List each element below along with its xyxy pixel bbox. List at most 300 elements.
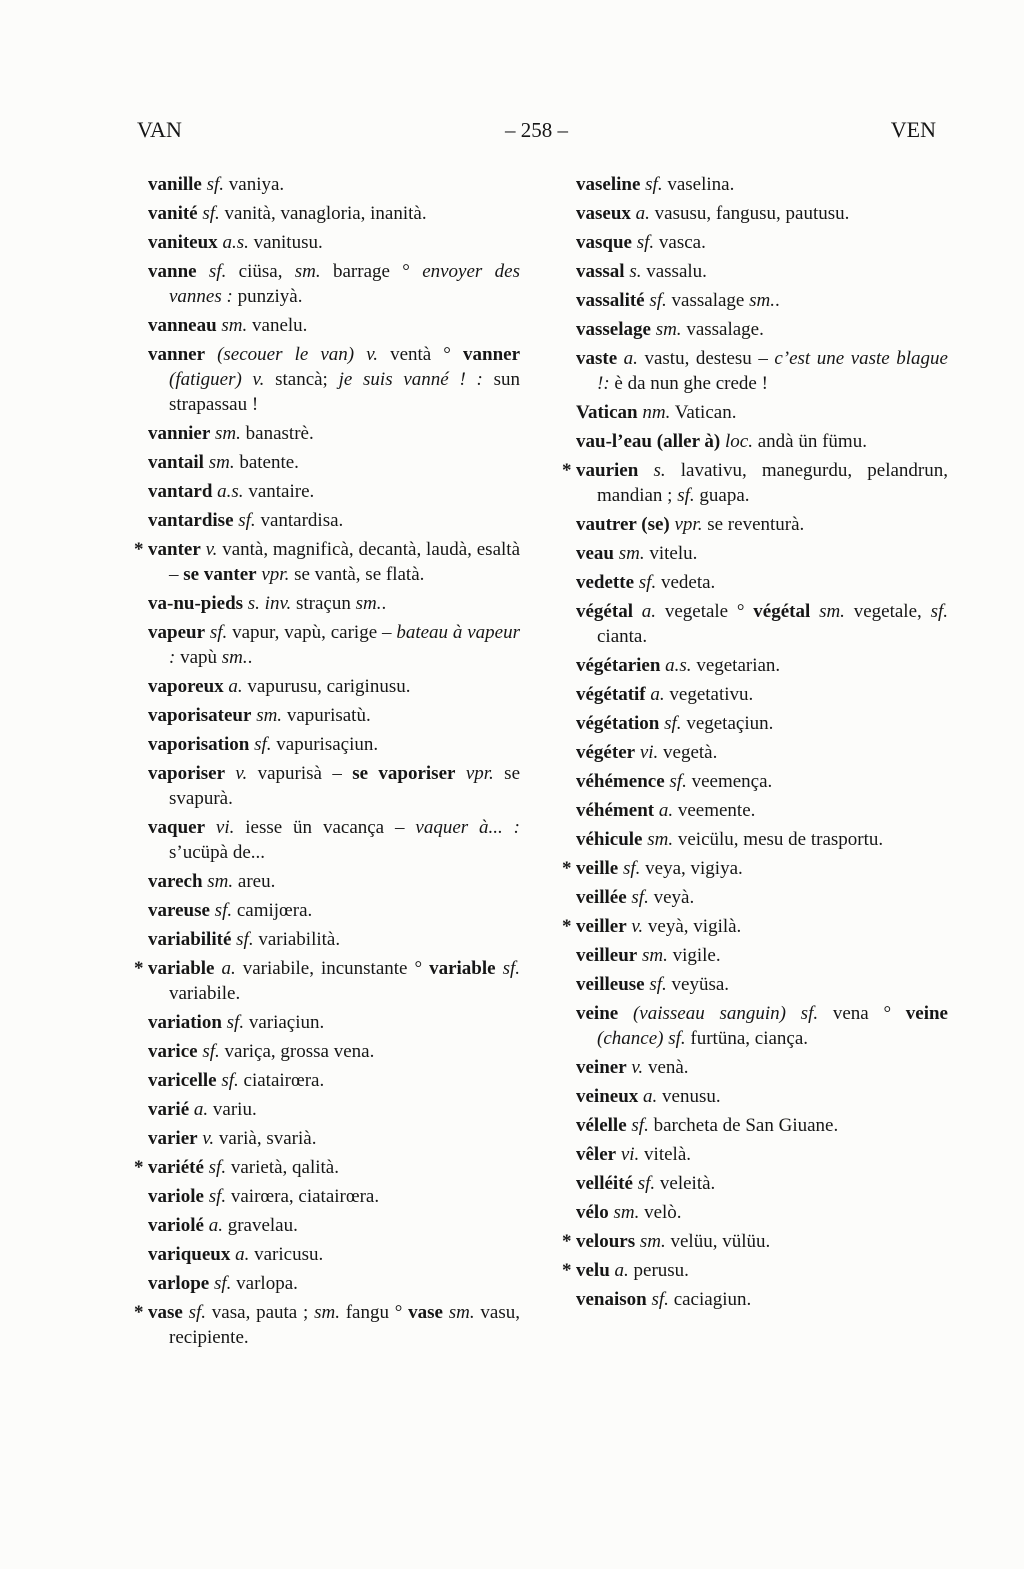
dictionary-entry <box>576 1200 948 1225</box>
dictionary-entry <box>148 508 520 533</box>
entry-text: sf. <box>930 601 948 622</box>
entry-text: veicülu, mesu de trasportu. <box>673 829 884 850</box>
entry-text: sf. <box>626 887 649 908</box>
entry-text: (secouer le van) v. <box>205 344 378 365</box>
headword: vanne <box>148 261 197 282</box>
page-number: – 258 – <box>505 118 568 142</box>
dictionary-entry <box>148 732 520 757</box>
entry-text: sf. <box>664 771 687 792</box>
entry-text: v. <box>225 763 248 784</box>
dictionary-entry <box>148 230 520 255</box>
entry-text: vegetale, <box>844 601 931 622</box>
entry-text: barrage ° <box>320 261 423 282</box>
entry-text: ventà ° <box>378 344 463 365</box>
entry-text: sm. <box>203 452 235 473</box>
entry-text: Vatican. <box>670 402 737 423</box>
headword: va-nu-pieds <box>148 593 244 614</box>
entry-text: veyà. <box>648 887 695 908</box>
headword: véhément <box>576 800 655 821</box>
entry-text: vpr. <box>455 763 494 784</box>
headword: velours <box>576 1231 636 1252</box>
dictionary-entry <box>576 570 948 595</box>
entry-text: vaniya. <box>224 174 285 195</box>
dictionary-entry <box>576 653 948 678</box>
entry-text: variabile. <box>169 983 241 1004</box>
entry-text: vastu, destesu – <box>637 348 775 369</box>
entry-text: vasusu, fangusu, pautusu. <box>649 203 850 224</box>
entry-text: a. <box>654 800 674 821</box>
dictionary-entry <box>148 479 520 504</box>
dictionary-entry <box>576 1113 948 1138</box>
dictionary-column-left <box>134 172 521 1354</box>
dictionary-entry <box>148 1271 520 1296</box>
entry-text: se reventurà. <box>702 514 805 535</box>
headword: vedette <box>576 572 635 593</box>
headword: varié <box>148 1099 190 1120</box>
entry-text: sf. <box>677 485 695 506</box>
headword: vantardise <box>148 510 234 531</box>
entry-text: sm. <box>210 423 241 444</box>
entry-text: sm. <box>251 705 283 726</box>
entry-text: a. <box>230 1244 250 1265</box>
entry-text: sf. <box>201 174 225 195</box>
headword: se vanter <box>183 564 257 585</box>
entry-text: v. <box>626 916 644 937</box>
dictionary-entry <box>148 703 520 728</box>
entry-text: a. <box>609 1260 629 1281</box>
headword: végétation <box>576 713 660 734</box>
dictionary-entry <box>576 1287 948 1312</box>
dictionary-entry <box>148 342 520 417</box>
entry-text: vassalage <box>666 290 750 311</box>
entry-text: sf. <box>221 1012 245 1033</box>
entry-text: sf. <box>216 1070 239 1091</box>
headword: variole <box>148 1186 204 1207</box>
entry-text: vantardisa. <box>255 510 344 531</box>
dictionary-entry <box>576 1142 948 1167</box>
entry-text: vapurisaçiun. <box>271 734 379 755</box>
entry-text: andà ün fümu. <box>752 431 867 452</box>
entry-text: vapurusu, cariginusu. <box>242 676 411 697</box>
entry-text: v. <box>197 1128 215 1149</box>
dictionary-entry <box>576 740 948 765</box>
entry-text: envoyer des vannes : <box>169 261 520 307</box>
headword: véhicule <box>576 829 643 850</box>
entry-text: (fatiguer) v. <box>169 369 265 390</box>
dictionary-entry <box>148 201 520 226</box>
entry-text: variabilità. <box>253 929 341 950</box>
homonym-star: * <box>134 1302 144 1323</box>
entry-text: a. <box>214 958 236 979</box>
entry-text: sf. <box>659 713 682 734</box>
dictionary-entry <box>148 421 520 446</box>
entry-text: vasu, recipiente. <box>169 1302 520 1348</box>
headword: vanner <box>463 344 520 365</box>
dictionary-entry <box>148 869 520 894</box>
entry-text: vanelu. <box>247 315 308 336</box>
entry-text: vassalage. <box>681 319 764 340</box>
entry-text: s. inv. <box>243 593 292 614</box>
headword: varice <box>148 1041 198 1062</box>
entry-text: straçun <box>291 593 356 614</box>
entry-text: variça, grossa vena. <box>219 1041 375 1062</box>
homonym-star: * <box>134 1157 144 1178</box>
text-columns <box>134 172 948 1354</box>
entry-text: sf. <box>646 1289 669 1310</box>
headword: variolé <box>148 1215 204 1236</box>
entry-text: sf. <box>203 1157 227 1178</box>
headword: veineux <box>576 1086 639 1107</box>
dictionary-entry <box>576 1084 948 1109</box>
headword: vautrer (se) <box>576 514 670 535</box>
dictionary-entry <box>576 798 948 823</box>
entry-text: vi. <box>635 742 659 763</box>
entry-text: vantà, magnificà, decantà, laudà, esaltà – <box>169 539 521 585</box>
entry-text: gravelau. <box>222 1215 298 1236</box>
entry-text: vapur, vapù, carige – <box>227 622 397 643</box>
headword: vaporeux <box>148 676 224 697</box>
entry-text: velüu, vülüu. <box>665 1231 771 1252</box>
entry-text: sf. <box>196 261 227 282</box>
dictionary-entry <box>562 458 948 508</box>
headword: veilleur <box>576 945 638 966</box>
headword: vélo <box>576 1202 609 1223</box>
entry-text: è da nun ghe crede ! <box>609 373 768 394</box>
headword: varicelle <box>148 1070 217 1091</box>
dictionary-entry <box>576 201 948 226</box>
entry-text: vanitusu. <box>248 232 323 253</box>
dictionary-entry <box>576 1055 948 1080</box>
headword: vassalité <box>576 290 645 311</box>
headword: vaniteux <box>148 232 218 253</box>
dictionary-entry <box>576 288 948 313</box>
headword: végétal <box>576 601 633 622</box>
entry-text: vasca. <box>654 232 706 253</box>
entry-text: vapurisà – <box>247 763 353 784</box>
dictionary-entry <box>576 429 948 454</box>
entry-text: ciüsa, <box>226 261 295 282</box>
headword: vanter <box>148 539 201 560</box>
entry-text: a. <box>630 203 650 224</box>
entry-text: v. <box>626 1057 644 1078</box>
entry-text: venà. <box>643 1057 689 1078</box>
dictionary-entry <box>134 956 520 1006</box>
headword: variabilité <box>148 929 232 950</box>
entry-text: se vantà, se flatà. <box>289 564 425 585</box>
entry-text: vegetaçiun. <box>681 713 774 734</box>
entry-text: s’ucüpà de... <box>169 842 266 863</box>
entry-text: varià, svarià. <box>214 1128 317 1149</box>
entry-text: cianta. <box>597 626 648 647</box>
dictionary-entry <box>148 927 520 952</box>
headword: vanner <box>148 344 205 365</box>
entry-text: veya, vigiya. <box>640 858 743 879</box>
entry-text: sf. <box>249 734 272 755</box>
dictionary-entry <box>148 450 520 475</box>
entry-text: v. <box>200 539 218 560</box>
dictionary-entry <box>148 1068 520 1093</box>
entry-text: vi. <box>205 817 235 838</box>
dictionary-entry <box>148 674 520 699</box>
entry-text: sm. <box>221 647 248 668</box>
entry-text: sm. <box>749 290 775 311</box>
entry-text: sf. <box>626 1115 649 1136</box>
entry-text: varicusu. <box>249 1244 324 1265</box>
headword: vaseux <box>576 203 631 224</box>
dictionary-entry <box>576 943 948 968</box>
dictionary-entry <box>576 1171 948 1196</box>
homonym-star: * <box>134 958 144 979</box>
headword: varlope <box>148 1273 210 1294</box>
headword: vantard <box>148 481 213 502</box>
entry-text: je suis vanné ! : <box>338 369 483 390</box>
entry-text: veleità. <box>655 1173 716 1194</box>
entry-text: variaçiun. <box>244 1012 325 1033</box>
entry-text: vitelà. <box>639 1144 691 1165</box>
dictionary-entry <box>576 259 948 284</box>
entry-text: sf. <box>631 232 655 253</box>
entry-text: fangu ° <box>339 1302 409 1323</box>
headword: veine <box>576 1003 619 1024</box>
entry-text: vegetale ° <box>656 601 754 622</box>
homonym-star: * <box>562 858 572 879</box>
entry-text: vanità, vanagloria, inanità. <box>219 203 427 224</box>
entry-text: vasa, pauta ; <box>206 1302 315 1323</box>
entry-text: batente. <box>234 452 299 473</box>
entry-text: nm. <box>637 402 671 423</box>
entry-text: sf. <box>203 1186 227 1207</box>
headword: vanneau <box>148 315 217 336</box>
entry-text: (chance) sf. <box>597 1028 686 1049</box>
headword: variqueux <box>148 1244 231 1265</box>
entry-text: sm. <box>635 1231 666 1252</box>
entry-text: variu. <box>208 1099 257 1120</box>
entry-text: sf. <box>205 622 228 643</box>
entry-text: vapurisatù. <box>282 705 371 726</box>
headword: vassal <box>576 261 625 282</box>
entry-text: veyüsa. <box>666 974 730 995</box>
headword: vaste <box>576 348 618 369</box>
entry-text: bateau à vapeur : <box>169 622 520 668</box>
dictionary-entry <box>148 1039 520 1064</box>
dictionary-entry <box>148 1213 520 1238</box>
headword: vêler <box>576 1144 617 1165</box>
headword: se vaporiser <box>352 763 456 784</box>
headword: vasselage <box>576 319 651 340</box>
entry-text: stancà; <box>264 369 339 390</box>
headword: variable <box>429 958 496 979</box>
entry-text: a. <box>632 601 657 622</box>
headword: veiller <box>576 916 627 937</box>
entry-text: sf. <box>634 572 657 593</box>
header-keyword-left: VAN <box>137 117 182 142</box>
entry-text: camijœra. <box>232 900 313 921</box>
headword: végétatif <box>576 684 646 705</box>
entry-text: vaselina. <box>662 174 735 195</box>
entry-text: vassalu. <box>641 261 707 282</box>
entry-text: sm. <box>614 543 645 564</box>
entry-text: se svapurà. <box>169 763 521 809</box>
entry-text: barcheta de San Giuane. <box>648 1115 839 1136</box>
headword: veiner <box>576 1057 627 1078</box>
entry-text: sf. <box>197 1041 220 1062</box>
entry-text: sm. <box>642 829 674 850</box>
entry-text: sm. <box>355 593 382 614</box>
entry-text: punziyà. <box>232 286 303 307</box>
entry-text: sf. <box>644 974 667 995</box>
headword: vapeur <box>148 622 205 643</box>
dictionary-entry <box>576 885 948 910</box>
dictionary-entry <box>576 682 948 707</box>
dictionary-entry <box>148 172 520 197</box>
entry-text: sf. <box>182 1302 207 1323</box>
entry-text: venusu. <box>657 1086 721 1107</box>
entry-text: banastrè. <box>240 423 314 444</box>
entry-text: sm. <box>442 1302 475 1323</box>
entry-text: a. <box>189 1099 209 1120</box>
entry-text: a. <box>645 684 665 705</box>
headword: venaison <box>576 1289 647 1310</box>
headword: veau <box>576 543 614 564</box>
dictionary-entry <box>562 1229 948 1254</box>
dictionary-entry <box>562 1258 948 1283</box>
entry-text: vapù <box>175 647 222 668</box>
headword: vaporisateur <box>148 705 252 726</box>
entry-text: sm. <box>650 319 682 340</box>
dictionary-entry <box>134 1300 520 1350</box>
dictionary-entry <box>576 541 948 566</box>
entry-text: variabile, incunstante ° <box>235 958 430 979</box>
entry-text: sf. <box>231 929 254 950</box>
dictionary-entry <box>148 1184 520 1209</box>
dictionary-entry <box>562 856 948 881</box>
entry-text: vitelu. <box>644 543 698 564</box>
homonym-star: * <box>562 1231 572 1252</box>
homonym-star: * <box>562 1260 572 1281</box>
entry-text: (vaisseau sanguin) sf. <box>618 1003 819 1024</box>
entry-text: sf. <box>209 1273 232 1294</box>
dictionary-entry <box>148 761 520 811</box>
entry-text: sm. <box>810 601 845 622</box>
entry-text: guapa. <box>694 485 750 506</box>
dictionary-entry <box>148 1010 520 1035</box>
entry-text: velò. <box>639 1202 682 1223</box>
headword: véhémence <box>576 771 665 792</box>
dictionary-entry <box>148 259 520 309</box>
entry-text: a.s. <box>212 481 244 502</box>
entry-text: a.s. <box>660 655 692 676</box>
entry-text: vantaire. <box>243 481 315 502</box>
dictionary-entry <box>148 620 520 670</box>
headword: veille <box>576 858 619 879</box>
entry-text: caciagiun. <box>668 1289 752 1310</box>
entry-text: sf. <box>618 858 641 879</box>
headword: vaquer <box>148 817 205 838</box>
dictionary-entry <box>576 317 948 342</box>
headword: vau-l’eau (aller à) <box>576 431 721 452</box>
dictionary-entry <box>562 914 948 939</box>
headword: veilleuse <box>576 974 645 995</box>
homonym-star: * <box>562 460 572 481</box>
headword: vase <box>148 1302 183 1323</box>
entry-text: sm. <box>637 945 668 966</box>
entry-text: a.s. <box>217 232 249 253</box>
entry-text: vpr. <box>256 564 290 585</box>
dictionary-entry <box>148 1126 520 1151</box>
headword: vanille <box>148 174 202 195</box>
dictionary-entry <box>576 346 948 396</box>
entry-text: iesse ün vacança – <box>234 817 416 838</box>
headword: végéter <box>576 742 636 763</box>
entry-text: sm. <box>314 1302 340 1323</box>
entry-text: veemença. <box>686 771 773 792</box>
entry-text: vigile. <box>667 945 721 966</box>
headword: végétal <box>753 601 811 622</box>
dictionary-entry <box>576 400 948 425</box>
entry-text: a. <box>203 1215 223 1236</box>
headword: vélelle <box>576 1115 627 1136</box>
entry-text: vpr. <box>669 514 703 535</box>
dictionary-entry <box>148 898 520 923</box>
dictionary-entry <box>148 1097 520 1122</box>
entry-text: veyà, vigilà. <box>643 916 742 937</box>
entry-text: ciatairœra. <box>238 1070 325 1091</box>
headword: veine <box>905 1003 948 1024</box>
entry-text: lavativu, manegurdu, pelandrun, mandian ; <box>597 460 948 506</box>
entry-text: sf. <box>209 900 233 921</box>
entry-text: vena ° <box>818 1003 906 1024</box>
entry-text: vedeta. <box>656 572 716 593</box>
header-keyword-right: VEN <box>890 117 936 142</box>
entry-text: c’est une vaste blague !: <box>597 348 948 394</box>
homonym-star: * <box>134 539 144 560</box>
headword: varech <box>148 871 203 892</box>
dictionary-entry <box>576 769 948 794</box>
headword: vaporisation <box>148 734 250 755</box>
entry-text: sf. <box>233 510 256 531</box>
entry-text: sm. <box>202 871 234 892</box>
entry-text: varietà, qalità. <box>226 1157 339 1178</box>
headword: varier <box>148 1128 198 1149</box>
headword: velléité <box>576 1173 633 1194</box>
dictionary-entry <box>134 537 521 587</box>
entry-text: sm. <box>608 1202 640 1223</box>
entry-text: sf. <box>197 203 220 224</box>
dictionary-entry <box>576 512 948 537</box>
dictionary-entry <box>148 1242 520 1267</box>
dictionary-entry <box>148 313 520 338</box>
entry-text: vegetarian. <box>691 655 781 676</box>
entry-text: varlopa. <box>231 1273 298 1294</box>
entry-text: sf. <box>495 958 520 979</box>
dictionary-entry <box>576 972 948 997</box>
dictionary-entry <box>576 711 948 736</box>
entry-text: vairœra, ciatairœra. <box>226 1186 380 1207</box>
headword: variation <box>148 1012 222 1033</box>
headword: Vatican <box>576 402 638 423</box>
dictionary-entry <box>576 827 948 852</box>
entry-text: veemente. <box>673 800 756 821</box>
entry-text: areu. <box>233 871 276 892</box>
dictionary-column-right <box>562 172 948 1354</box>
dictionary-entry <box>576 1001 948 1051</box>
entry-text: furtüna, ciança. <box>685 1028 809 1049</box>
entry-text: vi. <box>616 1144 640 1165</box>
dictionary-entry <box>134 1155 520 1180</box>
dictionary-entry <box>148 815 520 865</box>
entry-text: a. <box>617 348 638 369</box>
headword: vaseline <box>576 174 641 195</box>
